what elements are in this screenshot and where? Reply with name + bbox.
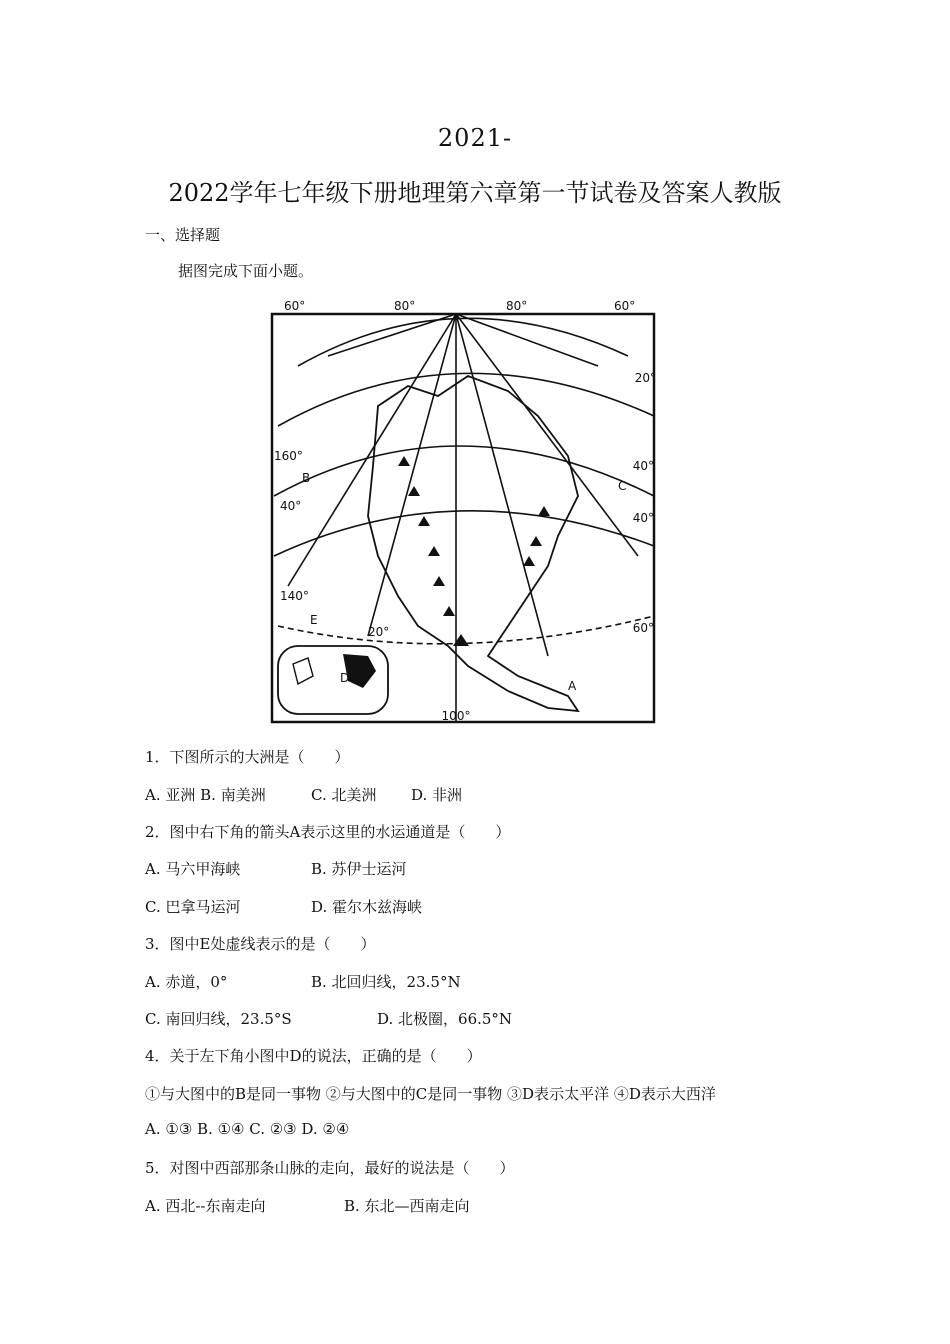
- map-label: 40°: [280, 499, 302, 513]
- map-label: 100°: [441, 709, 471, 723]
- question-5-option: A. 西北--东南走向: [145, 1197, 266, 1215]
- map-label-E: E: [310, 613, 318, 627]
- question-4-statements: ①与大图中的B是同一事物 ②与大图中的C是同一事物 ③D表示太平洋 ④D表示大西洋: [145, 1085, 716, 1103]
- map-label: 160°: [274, 449, 303, 463]
- question-3-option: C. 南回归线，23.5°S: [145, 1010, 292, 1028]
- north-america-map: [268, 296, 658, 726]
- question-2-option: B. 苏伊士运河: [311, 860, 407, 878]
- question-1-stem: 1．下图所示的大洲是（ ）: [145, 748, 350, 766]
- question-5-stem: 5．对图中西部那条山脉的走向，最好的说法是（ ）: [145, 1159, 515, 1177]
- question-1-option: C. 北美洲: [311, 786, 377, 804]
- map-label-C: C: [618, 479, 627, 493]
- map-label: 80°: [506, 299, 528, 313]
- map-label: 80°: [394, 299, 416, 313]
- question-5-option: B. 东北—西南走向: [344, 1197, 470, 1215]
- intro-text: 据图完成下面小题。: [178, 262, 314, 280]
- question-2-option: A. 马六甲海峡: [145, 860, 241, 878]
- mountain-marks: [398, 456, 550, 646]
- question-2-stem: 2．图中右下角的箭头A表示这里的水运通道是（ ）: [145, 823, 511, 841]
- map-label-A: A: [568, 679, 577, 693]
- question-3-option: B. 北回归线，23.5°N: [311, 973, 461, 991]
- question-4-option: A. ①③ B. ①④ C. ②③ D. ②④: [145, 1120, 350, 1138]
- map-label-B: B: [302, 471, 311, 485]
- question-3-option: A. 赤道，0°: [145, 973, 228, 991]
- continent-outline: [368, 376, 578, 711]
- title-line-1: 2021-: [437, 124, 513, 152]
- map-label: 20°: [634, 371, 656, 385]
- map-label: 60°: [632, 621, 654, 635]
- question-3-stem: 3．图中E处虚线表示的是（ ）: [145, 935, 376, 953]
- map-label: 20°: [368, 625, 390, 639]
- title-line-2: 2022学年七年级下册地理第六章第一节试卷及答案人教版: [168, 179, 782, 207]
- map-label: 40°: [632, 459, 654, 473]
- inset-outline-shape: [293, 658, 313, 684]
- map-label-D: D: [340, 671, 350, 685]
- question-2-option: C. 巴拿马运河: [145, 898, 241, 916]
- question-3-option: D. 北极圈，66.5°N: [377, 1010, 513, 1028]
- map-label: 140°: [280, 589, 309, 603]
- question-2-option: D. 霍尔木兹海峡: [311, 898, 423, 916]
- parallel-lines: [274, 318, 654, 556]
- map-label: 60°: [284, 299, 306, 313]
- question-1-option: D. 非洲: [411, 786, 463, 804]
- map-label: 60°: [614, 299, 636, 313]
- inset-world-map: [278, 646, 388, 714]
- question-4-stem: 4．关于左下角小图中D的说法，正确的是（ ）: [145, 1047, 482, 1065]
- section-heading: 一、选择题: [145, 226, 221, 244]
- question-1-option: A. 亚洲 B. 南美洲: [145, 786, 266, 804]
- map-label: 40°: [632, 511, 654, 525]
- tropic-dashed-line: [278, 616, 654, 644]
